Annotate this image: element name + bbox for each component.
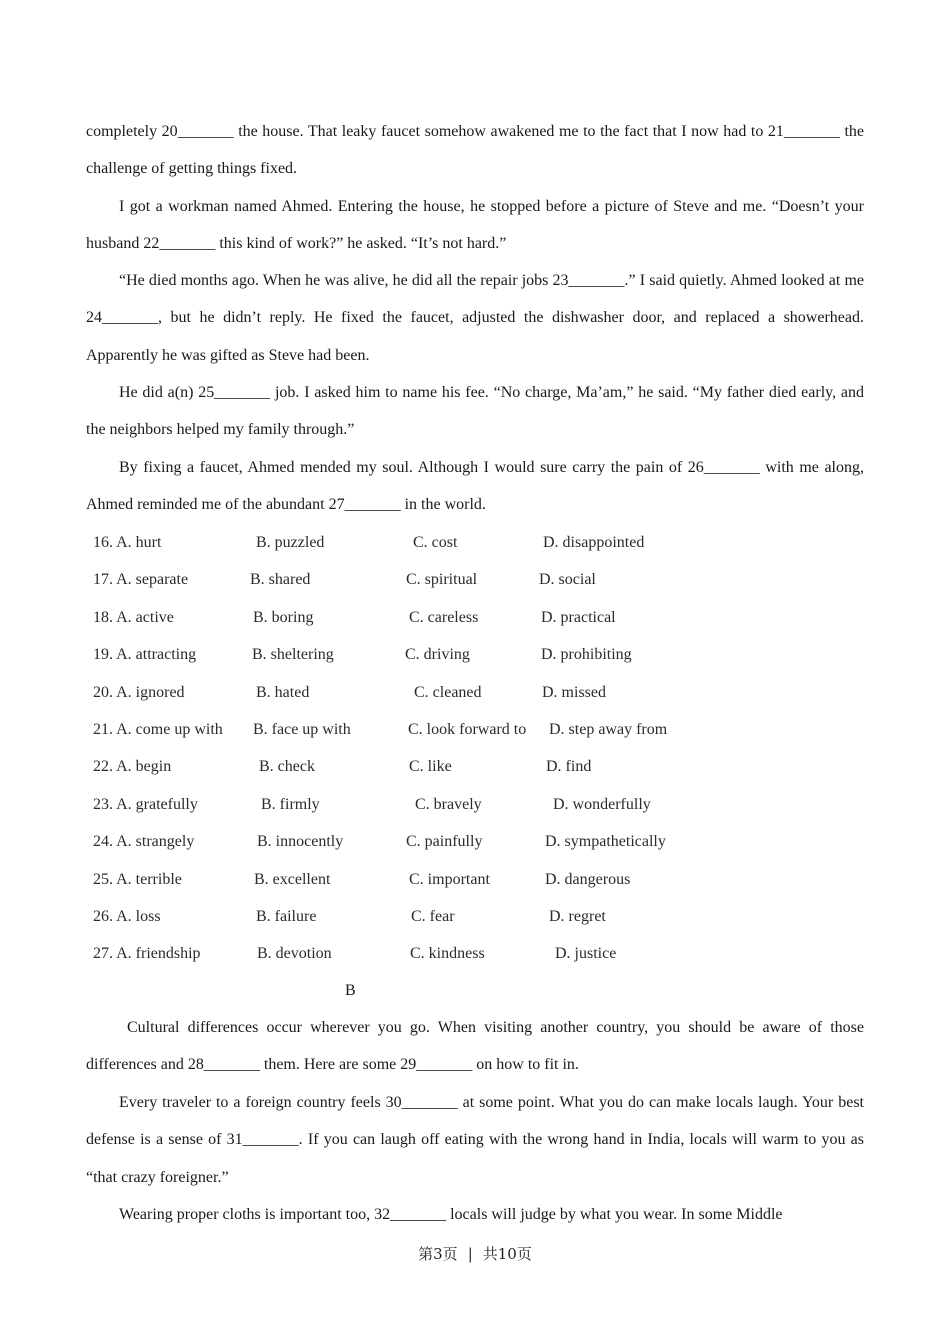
option-b: B. firmly — [261, 795, 320, 813]
option-row — [93, 935, 793, 972]
passage-a-paragraph-4: He did a(n) 25_______ job. I asked him to name his fee. “No charge, Ma’am,” he said. “My father died early, and the neighbors helped my family through.” — [86, 384, 864, 439]
passage-a-paragraph-2: I got a workman named Ahmed. Entering the house, he stopped before a picture of Steve and me. “Doesn’t your husband 22_______ this kind of work?” he asked. “It’s not hard.” — [86, 198, 864, 253]
option-row — [93, 524, 793, 561]
option-d: D. find — [546, 758, 592, 776]
option-a: 19. A. attracting — [93, 646, 197, 664]
passage-b-paragraph-1: Cultural differences occur wherever you go. When visiting another country, you should be aware of those differences and 28_______ them. Here are some 29_______ on how to fit in. — [86, 1019, 864, 1074]
option-row — [93, 823, 793, 860]
option-row — [93, 636, 793, 673]
option-b: B. excellent — [254, 870, 331, 888]
option-row — [93, 786, 793, 823]
option-b: B. hated — [256, 683, 310, 701]
option-row — [93, 898, 793, 935]
option-c: C. look forward to — [408, 720, 527, 738]
option-d: D. step away from — [549, 720, 668, 738]
option-d: D. sympathetically — [545, 833, 666, 851]
option-a: 16. A. hurt — [93, 534, 162, 551]
option-b: B. puzzled — [256, 534, 325, 551]
option-c: C. bravely — [415, 795, 482, 813]
option-d: D. missed — [542, 683, 606, 701]
passage-a-paragraph-1: completely 20_______ the house. That leaky faucet somehow awakened me to the fact that I now had to 21_______ the challenge of getting things fixed. — [86, 123, 864, 178]
option-c: C. kindness — [410, 945, 485, 963]
section-b-heading: B — [345, 982, 356, 999]
option-a: 26. A. loss — [93, 907, 161, 925]
option-row — [93, 748, 793, 785]
option-c: C. driving — [405, 646, 470, 664]
option-a: 27. A. friendship — [93, 945, 201, 963]
passage-a-paragraph-5: By fixing a faucet, Ahmed mended my soul. Although I would sure carry the pain of 26_______ with me along, Ahmed reminded me of the abundant 27_______ in the world. — [86, 459, 864, 514]
footer-separator: | — [467, 1245, 473, 1263]
option-a: 23. A. gratefully — [93, 795, 198, 813]
option-b: B. innocently — [257, 833, 344, 851]
option-d: D. wonderfully — [553, 795, 651, 813]
page-footer — [0, 1243, 950, 1265]
option-row — [93, 599, 793, 636]
passage-a-paragraph-3: “He died months ago. When he was alive, he did all the repair jobs 23_______.” I said quietly. Ahmed looked at me 24_______, but he didn’t reply. He fixed the faucet, adjusted the dishwasher door, and replaced a showerhead. Apparently he was gifted as Steve had been. — [86, 272, 864, 364]
option-d: D. dangerous — [545, 870, 631, 888]
option-row — [93, 861, 793, 898]
option-c: C. cleaned — [414, 683, 482, 701]
passage-b-paragraph-3: Wearing proper cloths is important too, 32_______ locals will judge by what you wear. In some Middle — [119, 1206, 783, 1223]
option-c: C. spiritual — [406, 571, 478, 589]
option-d: D. justice — [555, 945, 617, 963]
option-c: C. cost — [413, 534, 458, 551]
option-b: B. face up with — [253, 720, 351, 738]
option-a: 25. A. terrible — [93, 870, 182, 888]
option-d: D. disappointed — [543, 534, 645, 551]
page-number: 第3页 — [418, 1245, 458, 1263]
option-c: C. important — [409, 870, 490, 888]
option-c: C. fear — [411, 907, 455, 925]
option-b: B. sheltering — [252, 646, 334, 664]
option-b: B. check — [259, 758, 315, 776]
option-row — [93, 674, 793, 711]
option-b: B. boring — [253, 608, 314, 626]
option-a: 18. A. active — [93, 608, 174, 626]
option-a: 20. A. ignored — [93, 683, 185, 701]
option-a: 21. A. come up with — [93, 720, 223, 738]
option-row — [93, 561, 793, 598]
option-b: B. shared — [250, 571, 311, 589]
option-a: 24. A. strangely — [93, 833, 195, 851]
option-d: D. prohibiting — [541, 646, 632, 664]
page-total: 共10页 — [482, 1245, 532, 1263]
option-d: D. regret — [549, 907, 606, 925]
option-b: B. failure — [256, 907, 317, 925]
option-b: B. devotion — [257, 945, 332, 963]
option-d: D. social — [539, 571, 596, 589]
passage-b-paragraph-2: Every traveler to a foreign country feels 30_______ at some point. What you do can make locals laugh. Your best defense is a sense of 31_______. If you can laugh off eating with the wrong hand in India, locals will warm to you as “that crazy foreigner.” — [86, 1094, 864, 1186]
option-a: 17. A. separate — [93, 571, 189, 589]
option-c: C. careless — [409, 608, 479, 626]
option-a: 22. A. begin — [93, 758, 172, 776]
option-c: C. like — [409, 758, 452, 776]
option-c: C. painfully — [406, 833, 483, 851]
option-row — [93, 711, 793, 748]
answer-options-list — [93, 524, 793, 973]
option-d: D. practical — [541, 608, 616, 626]
